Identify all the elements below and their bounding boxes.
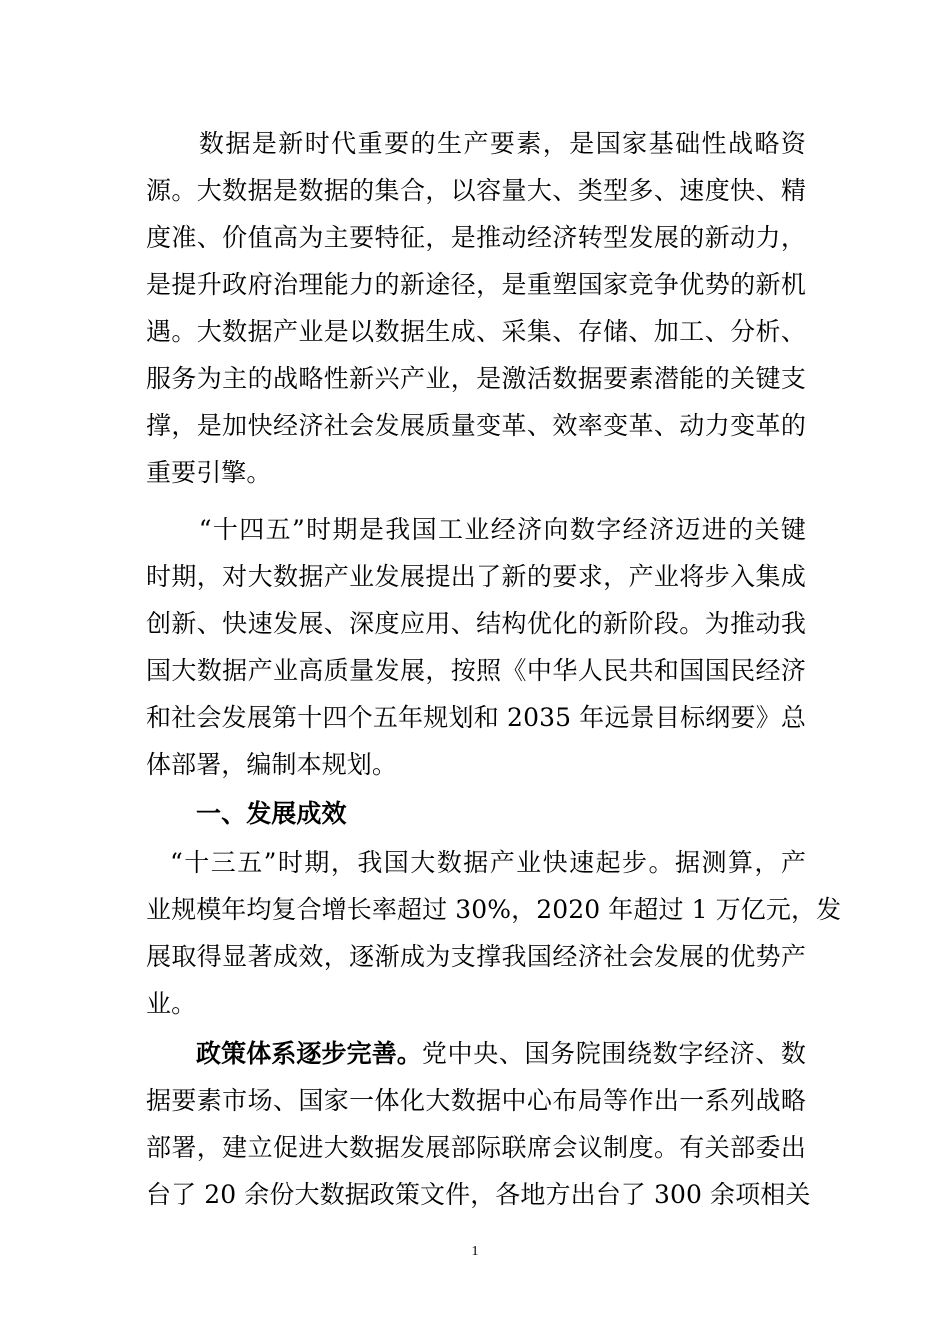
paragraph-text: 党中央、国务院围绕数字经济、数 (421, 1039, 806, 1068)
paragraph-line: 撑，是加快经济社会发展质量变革、效率变革、动力变革的 (146, 411, 806, 440)
paragraph-line: 源。大数据是数据的集合，以容量大、类型多、速度快、精 (146, 176, 806, 205)
paragraph-line: 时期，对大数据产业发展提出了新的要求，产业将步入集成 (146, 562, 806, 591)
paragraph-line: 国大数据产业高质量发展，按照《中华人民共和国国民经济 (146, 656, 806, 685)
paragraph-line: 数据是新时代重要的生产要素，是国家基础性战略资 (146, 129, 806, 158)
paragraph-line: 台了 20 余份大数据政策文件，各地方出台了 300 余项相关 (146, 1180, 811, 1209)
paragraph-line: 服务为主的战略性新兴产业，是激活数据要素潜能的关键支 (146, 364, 806, 393)
page-number: 1 (471, 1244, 479, 1259)
paragraph-line: 业规模年均复合增长率超过 30%，2020 年超过 1 万亿元，发 (146, 895, 842, 924)
paragraph-line: “十四五”时期是我国工业经济向数字经济迈进的关键 (146, 515, 806, 544)
section-heading: 一、发展成效 (196, 799, 347, 828)
paragraph-line: 据要素市场、国家一体化大数据中心布局等作出一系列战略 (146, 1086, 806, 1115)
paragraph-line: 部署，建立促进大数据发展部际联席会议制度。有关部委出 (146, 1133, 806, 1162)
paragraph-line: 业。 (146, 989, 197, 1018)
paragraph-line: 和社会发展第十四个五年规划和 2035 年远景目标纲要》总 (146, 703, 806, 732)
paragraph-line: 创新、快速发展、深度应用、结构优化的新阶段。为推动我 (146, 609, 806, 638)
paragraph-line: 体部署，编制本规划。 (146, 750, 398, 779)
paragraph-line: 是提升政府治理能力的新途径，是重塑国家竞争优势的新机 (146, 270, 806, 299)
paragraph-line: 展取得显著成效，逐渐成为支撑我国经济社会发展的优势产 (146, 942, 806, 971)
paragraph-line: 重要引擎。 (146, 458, 272, 487)
paragraph-line: 度准、价值高为主要特征，是推动经济转型发展的新动力， (146, 223, 806, 252)
paragraph-line: 遇。大数据产业是以数据生成、采集、存储、加工、分析、 (146, 317, 806, 346)
bold-lead: 政策体系逐步完善。 (196, 1039, 422, 1068)
paragraph-line (196, 1038, 806, 1070)
paragraph-line: “十三五”时期，我国大数据产业快速起步。据测算，产 (170, 848, 806, 877)
